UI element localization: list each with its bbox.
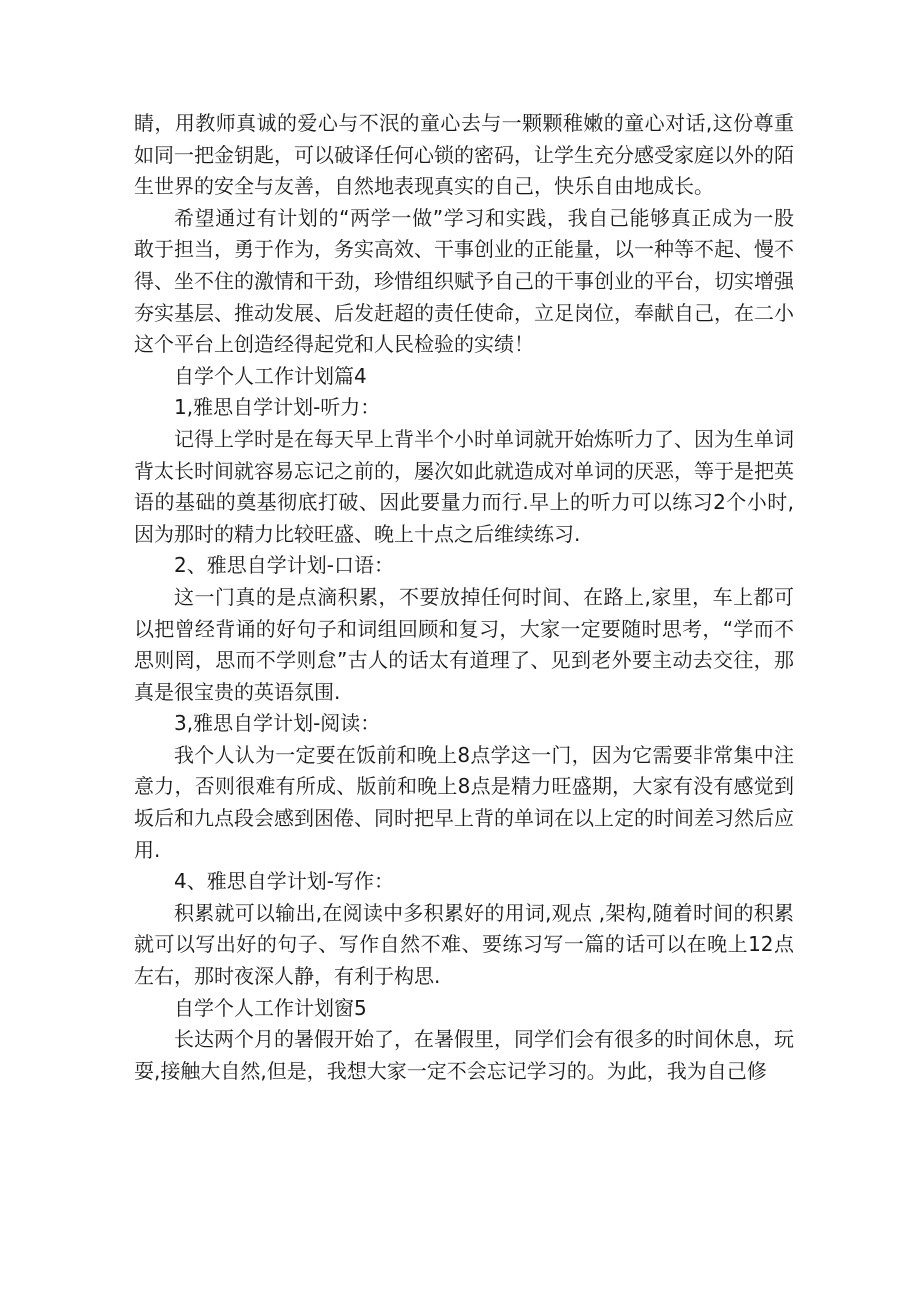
paragraph-speaking: 这一门真的是点滴积累，不要放掉任何时间、在路上,家里，车上都可以把曾经背诵的好句子和词组回顾和复习，大家一定要随时思考，“学而不思则罔，思而不学则怠”古人的话太有道理了、见到老外要主动去交往，那真是很宝贵的英语氛围. <box>134 584 794 704</box>
section-heading-4: 自学个人工作计划篇4 <box>174 363 367 388</box>
paragraph-listening: 记得上学时是在每天早上背半个小时单词就开始炼听力了、因为生单词背太长时间就容易忘记之前的，屡次如此就造成对单词的厌恶，等于是把英语的基础的奠基彻底打破、因此要量力而行.早上的听力可以练习2个小时,因为那时的精力比较旺盛、晚上十点之后维续练习. <box>134 426 794 546</box>
section-heading-5: 自学个人工作计划窗5 <box>174 995 367 1020</box>
paragraph-reading: 我个人认为一定要在饭前和晚上8点学这一门，因为它需要非常集中注意力，否则很难有所成、版前和晚上8点是精力旺盛期，大家有没有感觉到坂后和九点段会感到困倦、同时把早上背的单词在以上定的时间差习然后应用. <box>134 742 794 862</box>
paragraph-summer: 长达两个月的暑假开始了，在暑假里，同学们会有很多的时间休息，玩耍,接触大自然,但是，我想大家一定不会忘记学习的。为此，我为自己修 <box>134 1027 794 1083</box>
subheading-reading: 3,雅思自学计划-阅读： <box>174 711 381 736</box>
document-body <box>134 108 794 1087</box>
subheading-listening: 1,雅思自学计划-听力： <box>174 395 381 420</box>
subheading-speaking: 2、雅思自学计划-口语： <box>174 553 394 578</box>
subheading-writing: 4、雅思自学计划-写作： <box>174 869 394 894</box>
paragraph-writing: 积累就可以输出,在阅读中多积累好的用词,观点 ,架构,随着时间的积累就可以写出好的句子、写作自然不难、要练习写一篇的话可以在晚上12点左右，那时夜深人静，有利于构思. <box>134 900 794 989</box>
paragraph-2: 希望通过有计划的“两学一做”学习和实践，我自己能够真正成为一股敢于担当，勇于作为，务实高效、干事创业的正能量，以一种等不起、慢不得、坐不住的激情和干劲，珍惜组织赋予自己的干事创业的平台，切实增强夯实基层、推动发展、后发赶超的责任使命，立足岗位，奉献自己，在二小这个平台上创造经得起党和人民检验的实绩！ <box>134 205 794 357</box>
paragraph-1: 睛，用教师真诚的爱心与不泯的童心去与一颗颗稚嫩的童心对话,这份尊重如同一把金钥匙，可以破译任何心锁的密码，让学生充分感受家庭以外的陌生世界的安全与友善，自然地表现真实的自己，快乐自由地成长。 <box>134 111 794 199</box>
